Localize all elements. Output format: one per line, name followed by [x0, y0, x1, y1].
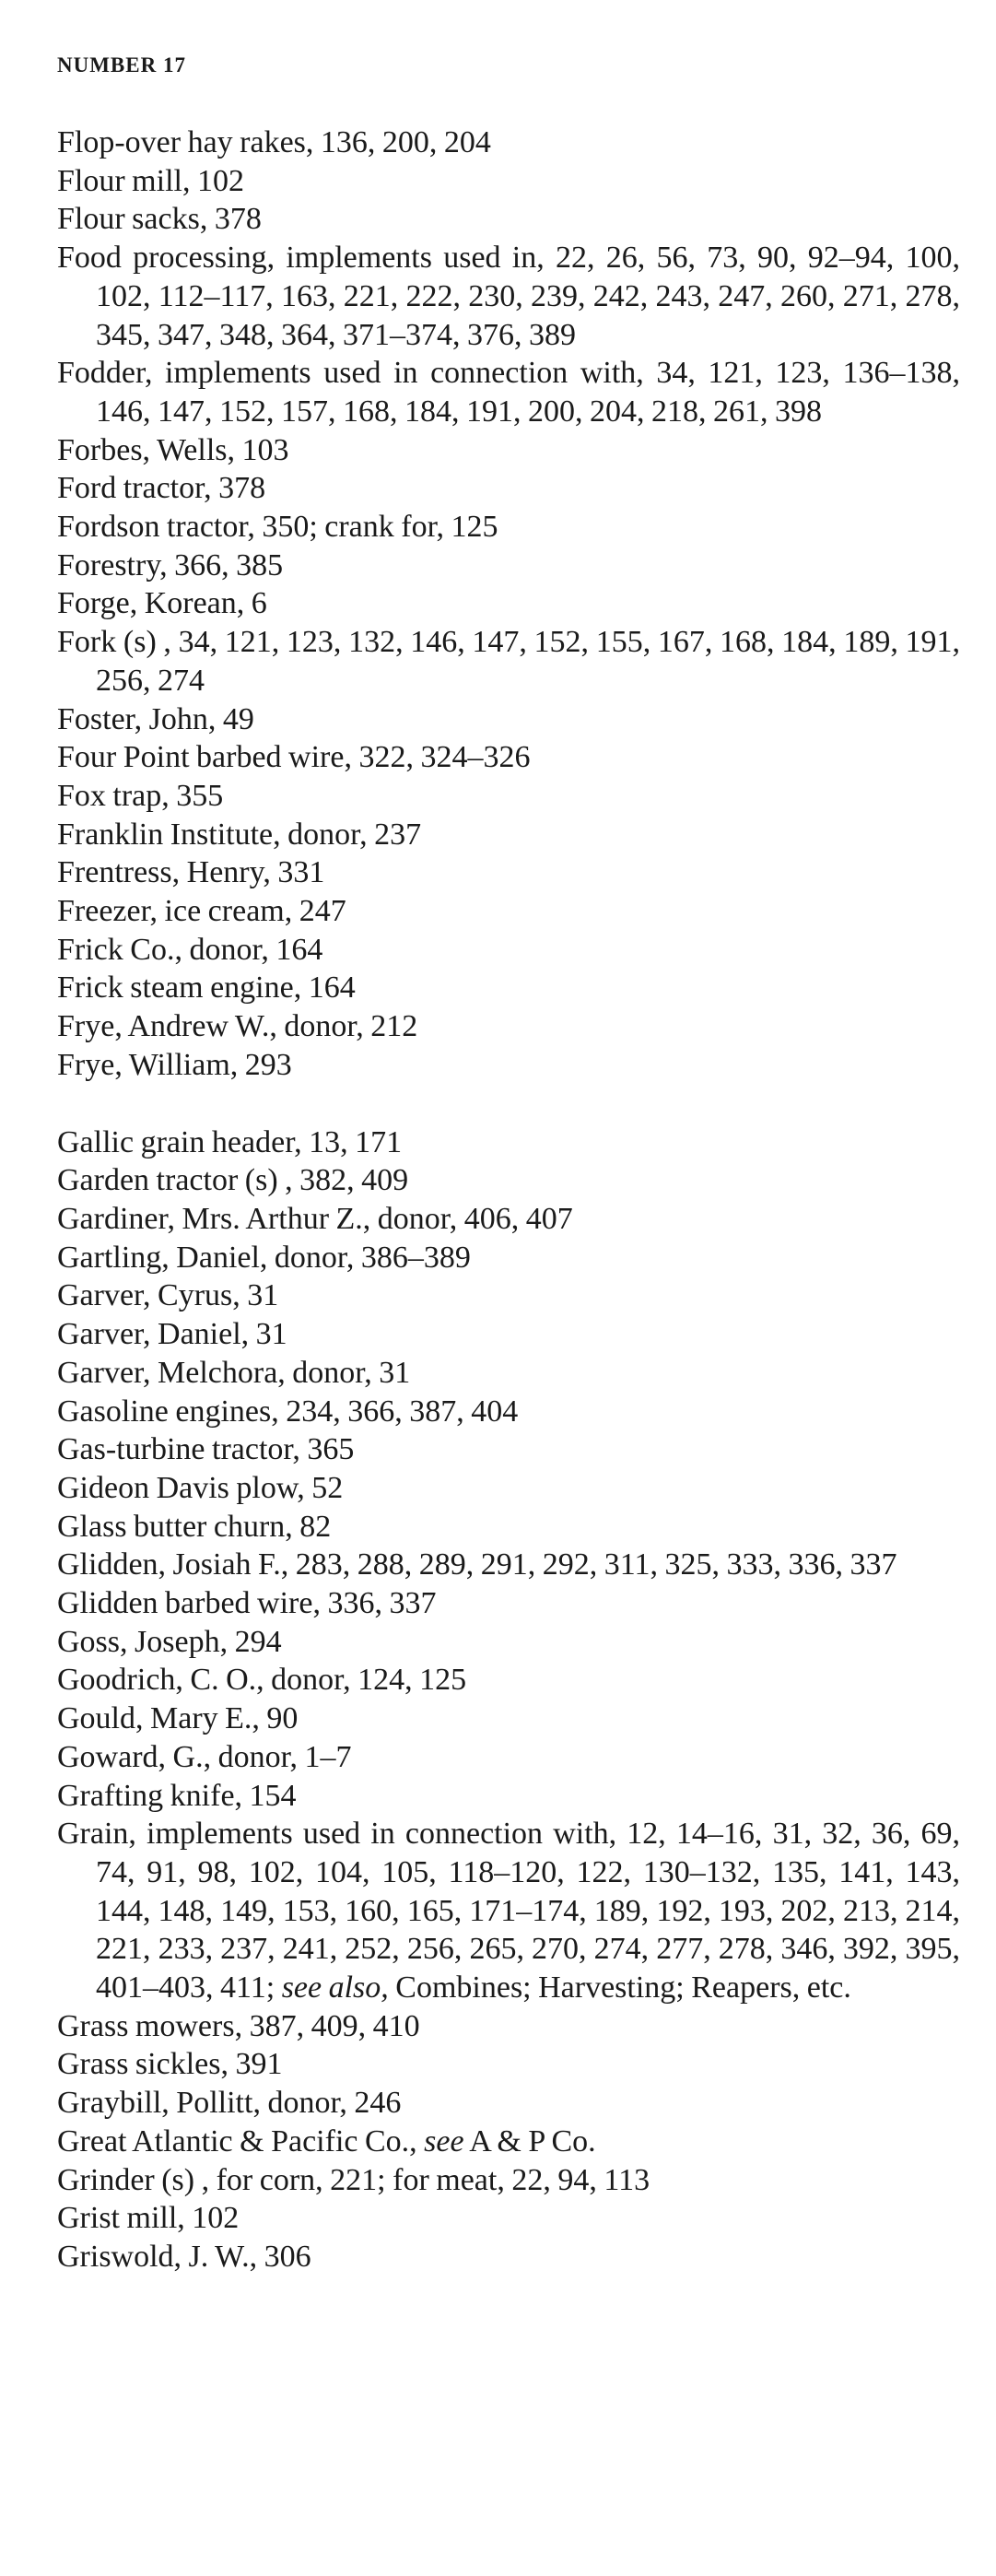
- index-entry: Garver, Melchora, donor, 31: [57, 1355, 411, 1390]
- index-page: [57, 53, 960, 2276]
- index-entry: Grafting knife, 154: [57, 1778, 297, 1813]
- index-entry: [57, 2123, 960, 2161]
- index-section-f: [57, 124, 960, 1085]
- index-entry: Grass mowers, 387, 409, 410: [57, 2008, 420, 2043]
- index-entry: Graybill, Pollitt, donor, 246: [57, 2086, 402, 2121]
- index-entry: Fox trap, 355: [57, 778, 224, 813]
- index-entry: Gardiner, Mrs. Arthur Z., donor, 406, 407: [57, 1201, 573, 1236]
- index-entry: Foster, John, 49: [57, 701, 254, 736]
- index-entry: Griswold, J. W., 306: [57, 2239, 311, 2274]
- index-entry: Fordson tractor, 350; crank for, 125: [57, 510, 498, 545]
- index-entry: Grass sickles, 391: [57, 2047, 283, 2082]
- index-entry: Goward, G., donor, 1–7: [57, 1739, 352, 1774]
- index-entry: Frye, Andrew W., donor, 212: [57, 1009, 418, 1044]
- index-entry: Flour mill, 102: [57, 163, 244, 198]
- index-entry: Fodder, implements used in connection with, 34, 121, 123, 136–138, 146, 147, 152, 157, 168, 184, 191, 200, 204, 218, 261, 398: [57, 356, 960, 429]
- index-entry: Glass butter churn, 82: [57, 1509, 332, 1544]
- index-entry: Glidden, Josiah F., 283, 288, 289, 291, 292, 311, 325, 333, 336, 337: [57, 1547, 897, 1582]
- index-entry: Frick steam engine, 164: [57, 970, 356, 1006]
- index-entry: Gallic grain header, 13, 171: [57, 1124, 403, 1159]
- index-entry: Four Point barbed wire, 322, 324–326: [57, 740, 531, 775]
- index-entry: Forbes, Wells, 103: [57, 432, 289, 467]
- index-entry: Goodrich, C. O., donor, 124, 125: [57, 1663, 467, 1698]
- see-also-reference: see also,: [281, 1970, 389, 2006]
- index-entry: Frick Co., donor, 164: [57, 932, 323, 967]
- see-reference: see: [424, 2123, 464, 2158]
- index-entry: Gould, Mary E., 90: [57, 1701, 299, 1736]
- index-entry: Flour sacks, 378: [57, 202, 262, 237]
- index-entry: Gideon Davis plow, 52: [57, 1470, 344, 1505]
- index-entry: Garver, Daniel, 31: [57, 1317, 287, 1352]
- section-divider: [57, 1085, 960, 1123]
- entry-text: Great Atlantic & Pacific Co.,: [57, 2123, 417, 2158]
- index-entry: Gas-turbine tractor, 365: [57, 1432, 355, 1467]
- index-entry: Ford tractor, 378: [57, 471, 266, 506]
- index-section-g: [57, 1123, 960, 2276]
- index-entry: Frentress, Henry, 331: [57, 855, 325, 890]
- index-entry: Grist mill, 102: [57, 2201, 240, 2236]
- index-entry: Gartling, Daniel, donor, 386–389: [57, 1240, 471, 1275]
- index-entry: Forge, Korean, 6: [57, 586, 267, 621]
- index-entry: Glidden barbed wire, 336, 337: [57, 1586, 437, 1621]
- running-head: NUMBER 17: [57, 53, 186, 76]
- index-entry: [57, 1815, 960, 2007]
- index-entry: Garden tractor (s) , 382, 409: [57, 1163, 409, 1198]
- index-entry: Forestry, 366, 385: [57, 547, 284, 582]
- entry-text-tail: A & P Co.: [469, 2123, 596, 2158]
- index-entry: Frye, William, 293: [57, 1047, 292, 1082]
- index-entry: Freezer, ice cream, 247: [57, 894, 346, 929]
- index-entry: Fork (s) , 34, 121, 123, 132, 146, 147, 152, 155, 167, 168, 184, 189, 191, 256, 274: [57, 625, 960, 698]
- index-entry: Garver, Cyrus, 31: [57, 1278, 279, 1313]
- index-entry: Gasoline engines, 234, 366, 387, 404: [57, 1394, 519, 1429]
- entry-text: Grain, implements used in connection with, 12, 14–16, 31, 32, 36, 69, 74, 91, 98, 102, 104, 105, 118–120, 122, 130–132, 135, 141, 143, 144, 148, 149, 153, 160, 165, 171–174, 189, 192, 193, 202, 213, 214, 221, 233, 237, 241, 252, 256, 265, 270, 274, 277, 278, 346, 392, 395, 401–403, 411;: [57, 1817, 960, 2006]
- index-entry: Grinder (s) , for corn, 221; for meat, 22, 94, 113: [57, 2162, 650, 2197]
- index-entry: Franklin Institute, donor, 237: [57, 817, 422, 852]
- entry-text-tail: Combines; Harvesting; Reapers, etc.: [395, 1970, 851, 2006]
- index-entry: Flop-over hay rakes, 136, 200, 204: [57, 125, 491, 159]
- index-entry: Goss, Joseph, 294: [57, 1624, 282, 1659]
- index-entry: Food processing, implements used in, 22, 26, 56, 73, 90, 92–94, 100, 102, 112–117, 163, 221, 222, 230, 239, 242, 243, 247, 260, 271, 278, 345, 347, 348, 364, 371–374, 376, 389: [57, 241, 960, 352]
